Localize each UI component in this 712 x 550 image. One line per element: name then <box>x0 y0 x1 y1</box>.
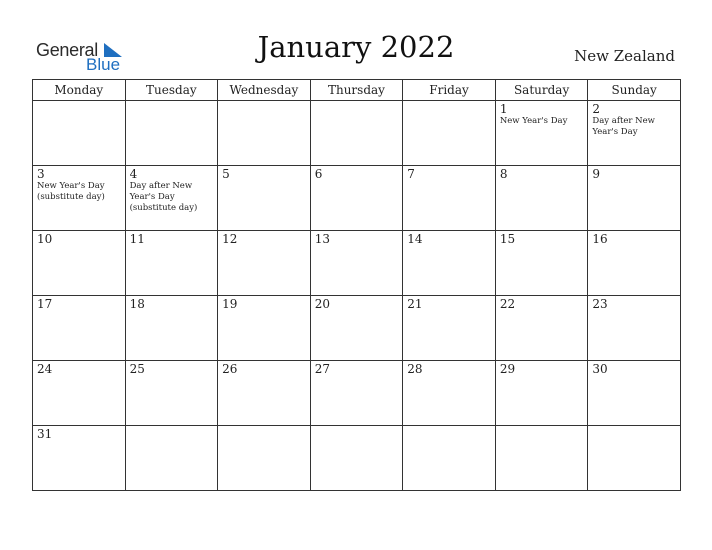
week-row <box>33 361 681 426</box>
day-cell <box>125 361 218 426</box>
day-number: 21 <box>407 297 423 311</box>
weekday-header-thursday: Thursday <box>310 80 403 101</box>
day-cell <box>218 361 311 426</box>
weekday-header-wednesday: Wednesday <box>218 80 311 101</box>
day-cell <box>33 296 126 361</box>
day-number: 1 <box>499 102 508 116</box>
day-number: 17 <box>37 297 53 311</box>
empty-day-cell <box>33 101 126 166</box>
day-cell <box>218 231 311 296</box>
day-number: 10 <box>37 232 53 246</box>
country-label: New Zealand <box>574 47 675 65</box>
holiday-label: Day after New Year's Day <box>592 116 655 137</box>
weekday-header-row <box>33 80 681 101</box>
day-cell <box>588 296 681 361</box>
day-number: 25 <box>129 362 145 376</box>
day-cell <box>403 166 496 231</box>
day-cell <box>310 361 403 426</box>
day-cell <box>588 101 681 166</box>
empty-day-cell <box>588 426 681 491</box>
empty-day-cell <box>218 101 311 166</box>
day-number: 11 <box>129 232 145 246</box>
day-number: 2 <box>592 102 601 116</box>
logo-text-blue: Blue <box>86 55 121 74</box>
day-cell <box>495 166 588 231</box>
day-number: 18 <box>129 297 145 311</box>
day-number: 24 <box>37 362 53 376</box>
day-cell <box>403 361 496 426</box>
calendar-grid <box>32 79 681 491</box>
day-cell <box>218 166 311 231</box>
empty-day-cell <box>310 101 403 166</box>
day-number: 23 <box>592 297 608 311</box>
empty-day-cell <box>403 101 496 166</box>
calendar-body <box>33 101 681 491</box>
day-number: 28 <box>407 362 423 376</box>
day-cell <box>310 231 403 296</box>
day-number: 26 <box>222 362 238 376</box>
day-number: 27 <box>314 362 330 376</box>
holiday-label: Day after New Year's Day (substitute day) <box>129 181 198 213</box>
day-cell <box>403 231 496 296</box>
day-cell <box>495 101 588 166</box>
weekday-header-friday: Friday <box>403 80 496 101</box>
day-number: 20 <box>314 297 330 311</box>
day-number: 22 <box>499 297 516 311</box>
week-row <box>33 231 681 296</box>
day-cell <box>125 296 218 361</box>
day-number: 6 <box>314 167 323 181</box>
empty-day-cell <box>125 426 218 491</box>
day-cell <box>33 231 126 296</box>
holiday-label: New Year's Day (substitute day) <box>37 181 105 202</box>
weekday-header-sunday: Sunday <box>588 80 681 101</box>
day-cell <box>125 231 218 296</box>
day-number: 15 <box>499 232 516 246</box>
week-row <box>33 426 681 491</box>
week-row <box>33 101 681 166</box>
day-number: 19 <box>222 297 238 311</box>
logo-text-general: General <box>36 40 98 60</box>
day-cell <box>33 426 126 491</box>
day-number: 4 <box>129 167 138 181</box>
week-row <box>33 296 681 361</box>
day-cell <box>495 296 588 361</box>
day-cell <box>218 296 311 361</box>
empty-day-cell <box>125 101 218 166</box>
empty-day-cell <box>495 426 588 491</box>
empty-day-cell <box>218 426 311 491</box>
day-cell <box>495 361 588 426</box>
day-number: 3 <box>37 167 45 181</box>
day-number: 16 <box>592 232 608 246</box>
day-number: 30 <box>592 362 608 376</box>
day-number: 13 <box>314 232 330 246</box>
day-number: 12 <box>222 232 238 246</box>
day-cell <box>33 166 126 231</box>
day-cell <box>33 361 126 426</box>
day-cell <box>125 166 218 231</box>
day-number: 7 <box>407 167 415 181</box>
week-row <box>33 166 681 231</box>
day-cell <box>310 166 403 231</box>
weekday-header-tuesday: Tuesday <box>125 80 218 101</box>
empty-day-cell <box>310 426 403 491</box>
day-cell <box>403 296 496 361</box>
empty-day-cell <box>403 426 496 491</box>
holiday-label: New Year's Day <box>499 116 568 126</box>
day-cell <box>588 166 681 231</box>
day-cell <box>310 296 403 361</box>
day-number: 5 <box>222 167 230 181</box>
calendar-title: January 2022 <box>257 30 455 64</box>
day-number: 9 <box>592 167 601 181</box>
day-cell <box>588 231 681 296</box>
weekday-header-saturday: Saturday <box>495 80 588 101</box>
day-number: 8 <box>499 167 508 181</box>
day-cell <box>495 231 588 296</box>
day-number: 14 <box>407 232 423 246</box>
day-cell <box>588 361 681 426</box>
weekday-header-monday: Monday <box>33 80 126 101</box>
day-number: 31 <box>37 427 53 441</box>
day-number: 29 <box>499 362 516 376</box>
